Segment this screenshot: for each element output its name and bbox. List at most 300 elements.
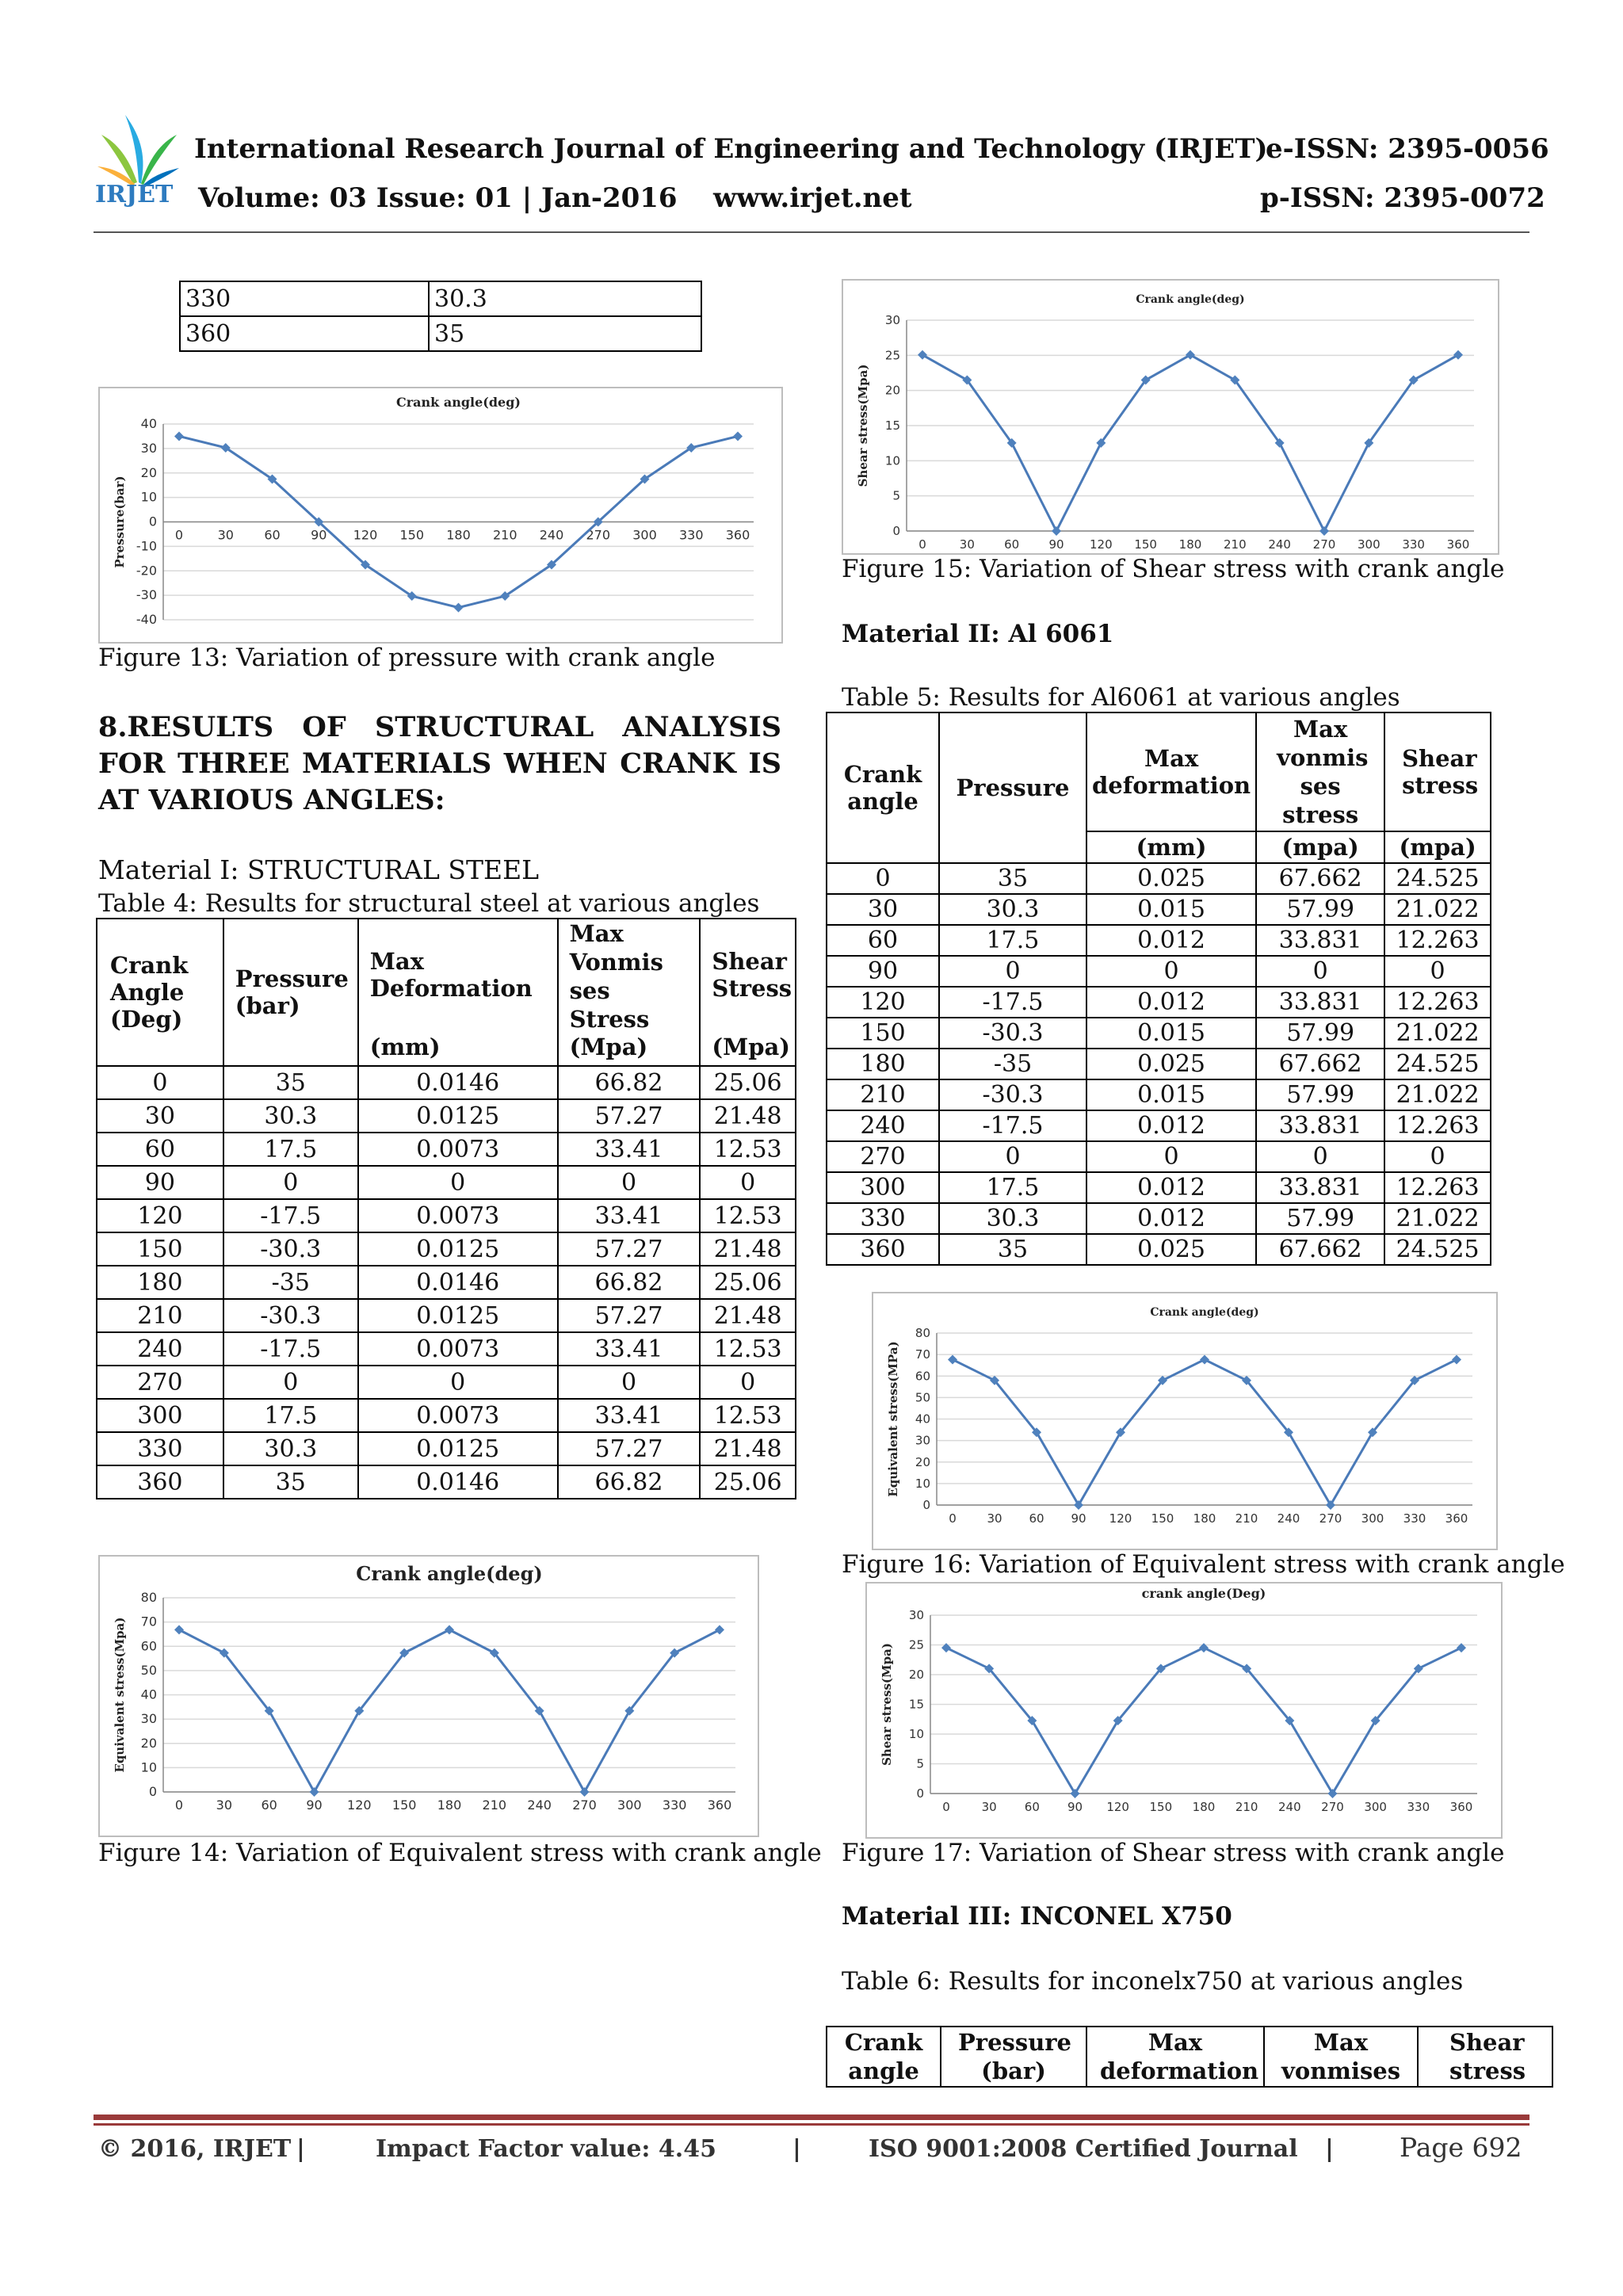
- y-tick-label: 0: [148, 514, 157, 529]
- eissn: e-ISSN: 2395-0056: [1266, 133, 1549, 165]
- footer-separator: |: [1325, 2135, 1334, 2163]
- table-cell: 60: [827, 925, 939, 956]
- x-tick-label: 30: [216, 1797, 233, 1813]
- x-tick-label: 240: [1268, 537, 1291, 552]
- x-tick-label: 270: [1321, 1800, 1344, 1814]
- x-tick-label: 120: [1106, 1800, 1129, 1814]
- table-cell: 24.525: [1384, 1234, 1491, 1265]
- x-tick-label: 120: [1090, 537, 1113, 552]
- table-cell: 240: [827, 1110, 939, 1141]
- y-tick-label: 40: [140, 416, 157, 431]
- table-cell: -17.5: [223, 1332, 358, 1366]
- header-label: Max deformation: [1100, 2029, 1259, 2084]
- table-cell: 330: [827, 1203, 939, 1234]
- x-tick-label: 60: [1024, 1800, 1040, 1814]
- table-row: [827, 925, 1491, 956]
- table-cell: 17.5: [939, 1172, 1086, 1203]
- y-axis-label: Equivalent stress(MPa): [886, 1341, 900, 1497]
- table-cell: 0.0125: [358, 1099, 558, 1133]
- table-cell: 12.263: [1384, 1110, 1491, 1141]
- header-unit: (mpa): [1384, 831, 1491, 863]
- table-cell: 0.0125: [358, 1299, 558, 1332]
- pressure-line-chart: [100, 388, 781, 642]
- table-cell: 0: [558, 1366, 701, 1399]
- x-tick-label: 90: [306, 1797, 323, 1813]
- header-pressure: [941, 2027, 1086, 2087]
- table-cell: 0: [1384, 1141, 1491, 1172]
- header-crank-angle: [827, 712, 939, 863]
- table-cell: 35: [429, 316, 701, 351]
- table-cell: 33.41: [558, 1133, 701, 1166]
- y-tick-label: 80: [140, 1590, 157, 1605]
- table-cell: 12.53: [700, 1199, 796, 1232]
- x-tick-label: 0: [942, 1800, 950, 1814]
- table-cell: 0.025: [1086, 1049, 1256, 1079]
- table-cell: 33.41: [558, 1399, 701, 1432]
- table-cell: 67.662: [1256, 863, 1384, 894]
- table-cell: 12.263: [1384, 1172, 1491, 1203]
- table-5-caption: Table 5: Results for Al6061 at various angles: [842, 683, 1400, 712]
- table-row: [97, 1199, 796, 1232]
- x-tick-label: 270: [1312, 537, 1336, 552]
- table-4-structural-steel: [96, 918, 796, 1499]
- footer-copyright: © 2016, IRJET: [98, 2135, 292, 2163]
- data-point: [174, 1625, 184, 1634]
- table-cell: 0.015: [1086, 894, 1256, 925]
- table-cell: 21.022: [1384, 1018, 1491, 1049]
- data-point: [918, 350, 927, 360]
- x-tick-label: 30: [217, 527, 234, 543]
- table-cell: -35: [939, 1049, 1086, 1079]
- table-cell: 360: [827, 1234, 939, 1265]
- y-tick-label: 60: [915, 1369, 930, 1384]
- x-tick-label: 330: [1402, 537, 1425, 552]
- table-cell: 210: [97, 1299, 223, 1332]
- figure-16-chart: [872, 1292, 1498, 1550]
- table-row: [97, 1465, 796, 1499]
- table-cell: 21.022: [1384, 894, 1491, 925]
- table-cell: 35: [939, 1234, 1086, 1265]
- y-tick-label: 20: [140, 1735, 157, 1751]
- y-tick-label: 20: [915, 1454, 930, 1469]
- table-header-row: [97, 919, 796, 1066]
- table-cell: 270: [97, 1366, 223, 1399]
- data-point: [174, 431, 184, 441]
- table-cell: -17.5: [939, 987, 1086, 1018]
- header-vonmises: [558, 919, 701, 1066]
- x-tick-label: 30: [987, 1511, 1002, 1526]
- header-shear-stress: [1384, 712, 1491, 831]
- table-cell: 24.525: [1384, 863, 1491, 894]
- equivalent-stress-line-chart: [100, 1557, 758, 1836]
- chart-title: crank angle(Deg): [1141, 1586, 1266, 1601]
- data-point: [1452, 1354, 1461, 1364]
- x-tick-label: 300: [632, 527, 657, 543]
- x-tick-label: 360: [1446, 537, 1470, 552]
- table-cell: 33.831: [1256, 925, 1384, 956]
- table-cell: 35: [223, 1465, 358, 1499]
- data-point: [1453, 350, 1463, 360]
- table-cell: 57.27: [558, 1299, 701, 1332]
- table-row: [827, 1141, 1491, 1172]
- table-cell: 33.831: [1256, 1110, 1384, 1141]
- y-tick-label: 10: [140, 1759, 157, 1775]
- y-tick-label: 10: [915, 1476, 930, 1491]
- table-cell: 330: [180, 281, 429, 316]
- header-label: Max vonmises: [1281, 2029, 1401, 2084]
- x-tick-label: 60: [1029, 1511, 1044, 1526]
- header-label: Pressure (bar): [235, 965, 349, 1019]
- footer-impact-factor: Impact Factor value: 4.45: [376, 2135, 716, 2163]
- table-cell: 30.3: [939, 894, 1086, 925]
- x-tick-label: 330: [678, 527, 704, 543]
- table-cell: 21.022: [1384, 1203, 1491, 1234]
- table-row: [97, 1166, 796, 1199]
- table-row: [827, 863, 1491, 894]
- header-unit: (mpa): [1256, 831, 1384, 863]
- table-cell: 57.27: [558, 1099, 701, 1133]
- table-row: [97, 1266, 796, 1299]
- table-cell: 21.022: [1384, 1079, 1491, 1110]
- y-tick-label: 20: [140, 464, 157, 480]
- footer-page-number: Page 692: [1400, 2132, 1522, 2163]
- x-tick-label: 210: [482, 1797, 507, 1813]
- table-cell: -30.3: [223, 1232, 358, 1266]
- figure-13-caption: Figure 13: Variation of pressure with crank angle: [98, 644, 716, 672]
- table-cell: 0.0125: [358, 1432, 558, 1465]
- table-cell: 0.0125: [358, 1232, 558, 1266]
- table-cell: 0.012: [1086, 987, 1256, 1018]
- table-cell: -17.5: [223, 1199, 358, 1232]
- table-row: [827, 1234, 1491, 1265]
- figure-13-chart: [98, 387, 783, 644]
- x-tick-label: 210: [1235, 1800, 1258, 1814]
- table-cell: 0.015: [1086, 1079, 1256, 1110]
- header-label: Shear Stress: [712, 948, 792, 1002]
- table-cell: 0.012: [1086, 1203, 1256, 1234]
- x-tick-label: 60: [264, 527, 281, 543]
- table-cell: 35: [939, 863, 1086, 894]
- table-cell: -30.3: [223, 1299, 358, 1332]
- table-row: [97, 1366, 796, 1399]
- table-cell: 66.82: [558, 1465, 701, 1499]
- chart-title: Crank angle(deg): [1136, 293, 1245, 306]
- table-cell: 210: [827, 1079, 939, 1110]
- x-tick-label: 90: [1067, 1800, 1083, 1814]
- x-tick-label: 240: [1278, 1800, 1301, 1814]
- y-tick-label: 40: [915, 1412, 930, 1427]
- header-vonmises: [1256, 712, 1384, 831]
- table-cell: 21.48: [700, 1099, 796, 1133]
- table-row: [827, 956, 1491, 987]
- table-cell: 12.53: [700, 1133, 796, 1166]
- x-tick-label: 180: [446, 527, 471, 543]
- header-crank-angle: [97, 919, 223, 1066]
- header-pressure: [223, 919, 358, 1066]
- table-cell: 270: [827, 1141, 939, 1172]
- header-label: Crank Angle (Deg): [110, 952, 189, 1033]
- table-cell: 33.41: [558, 1332, 701, 1366]
- y-tick-label: 50: [140, 1662, 157, 1678]
- table-cell: 66.82: [558, 1266, 701, 1299]
- header-vonmises: [1264, 2027, 1418, 2087]
- table-cell: 0.012: [1086, 925, 1256, 956]
- material-2-heading: Material II: Al 6061: [842, 620, 1114, 648]
- table-cell: 0.025: [1086, 1234, 1256, 1265]
- table-cell: 180: [827, 1049, 939, 1079]
- journal-title: International Research Journal of Engineering and Technology (IRJET): [194, 133, 1268, 165]
- x-tick-label: 180: [1193, 1511, 1216, 1526]
- section-heading: 8.RESULTS OF STRUCTURAL ANALYSIS FOR THREE MATERIALS WHEN CRANK IS AT VARIOUS ANGLES:: [98, 711, 781, 816]
- table-cell: 12.263: [1384, 925, 1491, 956]
- table-cell: 0.0073: [358, 1332, 558, 1366]
- y-tick-label: 0: [916, 1786, 924, 1801]
- data-point: [1326, 1500, 1335, 1510]
- header-unit: (mm): [1086, 831, 1256, 863]
- table-header-row: [827, 712, 1491, 831]
- x-tick-label: 300: [617, 1797, 642, 1813]
- y-tick-label: 0: [148, 1784, 157, 1799]
- x-tick-label: 360: [1449, 1800, 1473, 1814]
- footer-separator: |: [792, 2135, 801, 2163]
- x-tick-label: 0: [174, 1797, 184, 1813]
- table-row: [97, 1399, 796, 1432]
- table-cell: 60: [97, 1133, 223, 1166]
- y-tick-label: 30: [140, 1711, 157, 1727]
- x-tick-label: 240: [527, 1797, 552, 1813]
- x-tick-label: 180: [437, 1797, 462, 1813]
- x-tick-label: 120: [353, 527, 378, 543]
- data-point: [715, 1625, 724, 1634]
- x-tick-label: 330: [1407, 1800, 1430, 1814]
- table-cell: 0.012: [1086, 1172, 1256, 1203]
- y-tick-label: 70: [140, 1614, 157, 1629]
- table-cell: 0: [1256, 1141, 1384, 1172]
- table-cell: 0: [97, 1066, 223, 1099]
- table-cell: 21.48: [700, 1299, 796, 1332]
- table-row: [827, 1018, 1491, 1049]
- table-cell: 67.662: [1256, 1234, 1384, 1265]
- table-header-row: [827, 2027, 1552, 2087]
- figure-17-chart: [865, 1582, 1503, 1839]
- table-cell: 67.662: [1256, 1049, 1384, 1079]
- table-cell: 21.48: [700, 1232, 796, 1266]
- table-cell: 35: [223, 1066, 358, 1099]
- table-cell: 330: [97, 1432, 223, 1465]
- table-cell: 0: [358, 1166, 558, 1199]
- x-tick-label: 300: [1364, 1800, 1387, 1814]
- material-1-prefix: Material I: [98, 854, 231, 885]
- y-tick-label: 30: [140, 440, 157, 456]
- y-tick-label: 80: [915, 1326, 930, 1340]
- x-tick-label: 150: [399, 527, 425, 543]
- chart-title: Crank angle(deg): [1150, 1306, 1259, 1319]
- table-cell: 17.5: [939, 925, 1086, 956]
- table-cell: 0.0073: [358, 1399, 558, 1432]
- series-line: [922, 355, 1458, 531]
- y-tick-label: 15: [908, 1697, 924, 1712]
- y-tick-label: 25: [884, 348, 900, 363]
- table-cell: 30: [827, 894, 939, 925]
- website: www.irjet.net: [713, 182, 912, 214]
- table-cell: 30.3: [429, 281, 701, 316]
- table-cell: 300: [827, 1172, 939, 1203]
- table-cell: 0.0073: [358, 1199, 558, 1232]
- y-tick-label: -10: [136, 538, 157, 554]
- table-cell: 0.0073: [358, 1133, 558, 1166]
- table-cell: 25.06: [700, 1465, 796, 1499]
- figure-17-caption: Figure 17: Variation of Shear stress with crank angle: [842, 1839, 1505, 1867]
- y-axis-label: Shear stress(Mpa): [856, 364, 870, 487]
- header-shear-stress: [1418, 2027, 1552, 2087]
- chart-title: Crank angle(deg): [356, 1562, 543, 1585]
- table-row: [97, 1332, 796, 1366]
- table-row: [827, 1172, 1491, 1203]
- table-cell: 33.41: [558, 1199, 701, 1232]
- table-row: [827, 1079, 1491, 1110]
- table-cell: 120: [827, 987, 939, 1018]
- table-cell: 0: [1256, 956, 1384, 987]
- table-row: [97, 1432, 796, 1465]
- data-point: [1186, 350, 1195, 360]
- table-cell: 25.06: [700, 1266, 796, 1299]
- table-cell: 57.99: [1256, 1079, 1384, 1110]
- x-tick-label: 150: [391, 1797, 417, 1813]
- table-cell: -30.3: [939, 1079, 1086, 1110]
- y-tick-label: 5: [892, 488, 900, 503]
- x-tick-label: 300: [1361, 1511, 1384, 1526]
- table-cell: 0: [1086, 956, 1256, 987]
- table-cell: 24.525: [1384, 1049, 1491, 1079]
- table-cell: 25.06: [700, 1066, 796, 1099]
- y-tick-label: 40: [140, 1687, 157, 1702]
- table-cell: 30: [97, 1099, 223, 1133]
- material-1-heading: [98, 854, 539, 885]
- x-tick-label: 120: [1109, 1511, 1132, 1526]
- y-tick-label: 25: [908, 1637, 924, 1652]
- figure-15-chart: [842, 279, 1499, 555]
- data-point: [445, 1625, 454, 1634]
- shear-stress-line-chart: [843, 281, 1498, 553]
- x-tick-label: 0: [949, 1511, 957, 1526]
- y-tick-label: 70: [915, 1347, 930, 1362]
- figure-15-caption: Figure 15: Variation of Shear stress with crank angle: [842, 555, 1505, 583]
- header-label: Shear stress: [1449, 2029, 1526, 2084]
- header-unit: (Mpa): [712, 1033, 790, 1060]
- table-cell: 21.48: [700, 1432, 796, 1465]
- table-row: [97, 1232, 796, 1266]
- footer-iso: ISO 9001:2008 Certified Journal: [869, 2135, 1298, 2163]
- table-row: [827, 894, 1491, 925]
- x-tick-label: 150: [1134, 537, 1157, 552]
- material-1-name: : STRUCTURAL STEEL: [230, 854, 540, 885]
- table-cell: 150: [97, 1232, 223, 1266]
- x-tick-label: 210: [1235, 1511, 1258, 1526]
- y-tick-label: 5: [916, 1756, 924, 1771]
- table-cell: 0.012: [1086, 1110, 1256, 1141]
- x-tick-label: 300: [1358, 537, 1381, 552]
- y-tick-label: 30: [908, 1608, 924, 1622]
- table-cell: 0: [700, 1366, 796, 1399]
- table-cell: 0: [1086, 1141, 1256, 1172]
- table-cell: 0: [700, 1166, 796, 1199]
- y-axis-label: Equivalent stress(Mpa): [113, 1617, 127, 1773]
- header-label: Pressure (bar): [958, 2029, 1072, 2084]
- table-cell: 57.27: [558, 1232, 701, 1266]
- footer-separator: |: [296, 2135, 305, 2163]
- header-label: Crank angle: [844, 2029, 923, 2084]
- table-6-inconel: [826, 2026, 1553, 2088]
- x-tick-label: 240: [1277, 1511, 1300, 1526]
- footer-rule-thin: [94, 2123, 1529, 2126]
- table-cell: 12.53: [700, 1399, 796, 1432]
- data-point: [948, 1354, 957, 1364]
- header-max-deformation: [358, 919, 558, 1066]
- table-row: [97, 1066, 796, 1099]
- table-cell: 0: [939, 1141, 1086, 1172]
- table-row: [827, 987, 1491, 1018]
- x-tick-label: 150: [1149, 1800, 1173, 1814]
- table-6-caption: Table 6: Results for inconelx750 at various angles: [842, 1967, 1464, 1996]
- table-row: [180, 281, 701, 316]
- pissn: p-ISSN: 2395-0072: [1260, 182, 1545, 214]
- table-cell: 180: [97, 1266, 223, 1299]
- table-cell: 30.3: [223, 1099, 358, 1133]
- x-tick-label: 90: [311, 527, 327, 543]
- table-cell: 0.0146: [358, 1066, 558, 1099]
- figure-14-chart: [98, 1555, 759, 1837]
- x-tick-label: 90: [1048, 537, 1064, 552]
- table-cell: 150: [827, 1018, 939, 1049]
- table-cell: -17.5: [939, 1110, 1086, 1141]
- table-cell: 0: [358, 1366, 558, 1399]
- table-cell: 57.99: [1256, 1203, 1384, 1234]
- table4-continuation: [179, 281, 702, 352]
- data-point: [733, 431, 743, 441]
- header-rule: [94, 231, 1529, 233]
- y-tick-label: 0: [892, 524, 900, 538]
- x-tick-label: 120: [347, 1797, 372, 1813]
- x-tick-label: 180: [1192, 1800, 1216, 1814]
- table-cell: 90: [827, 956, 939, 987]
- table-cell: 30.3: [939, 1203, 1086, 1234]
- y-tick-label: 50: [915, 1390, 930, 1405]
- x-tick-label: 0: [174, 527, 184, 543]
- y-tick-label: -40: [136, 612, 157, 627]
- y-axis-label: Shear stress(Mpa): [880, 1643, 894, 1766]
- y-tick-label: 20: [908, 1668, 924, 1682]
- table-row: [97, 1299, 796, 1332]
- x-tick-label: 270: [1319, 1511, 1342, 1526]
- table-cell: 30.3: [223, 1432, 358, 1465]
- shear-stress-line-chart-al: [867, 1584, 1501, 1837]
- table-cell: 0: [939, 956, 1086, 987]
- table-cell: 57.99: [1256, 894, 1384, 925]
- y-tick-label: 30: [915, 1433, 930, 1448]
- table-cell: -35: [223, 1266, 358, 1299]
- volume-issue: Volume: 03 Issue: 01 | Jan-2016: [198, 182, 678, 214]
- data-point: [454, 603, 464, 613]
- table-cell: 0: [1384, 956, 1491, 987]
- data-point: [1200, 1354, 1209, 1364]
- footer-rule-thick: [94, 2115, 1529, 2120]
- data-point: [1074, 1500, 1083, 1510]
- header-unit: (Mpa): [569, 1033, 648, 1060]
- x-tick-label: 180: [1178, 537, 1202, 552]
- header-pressure: [939, 712, 1086, 863]
- x-tick-label: 210: [1224, 537, 1247, 552]
- series-line: [946, 1648, 1461, 1794]
